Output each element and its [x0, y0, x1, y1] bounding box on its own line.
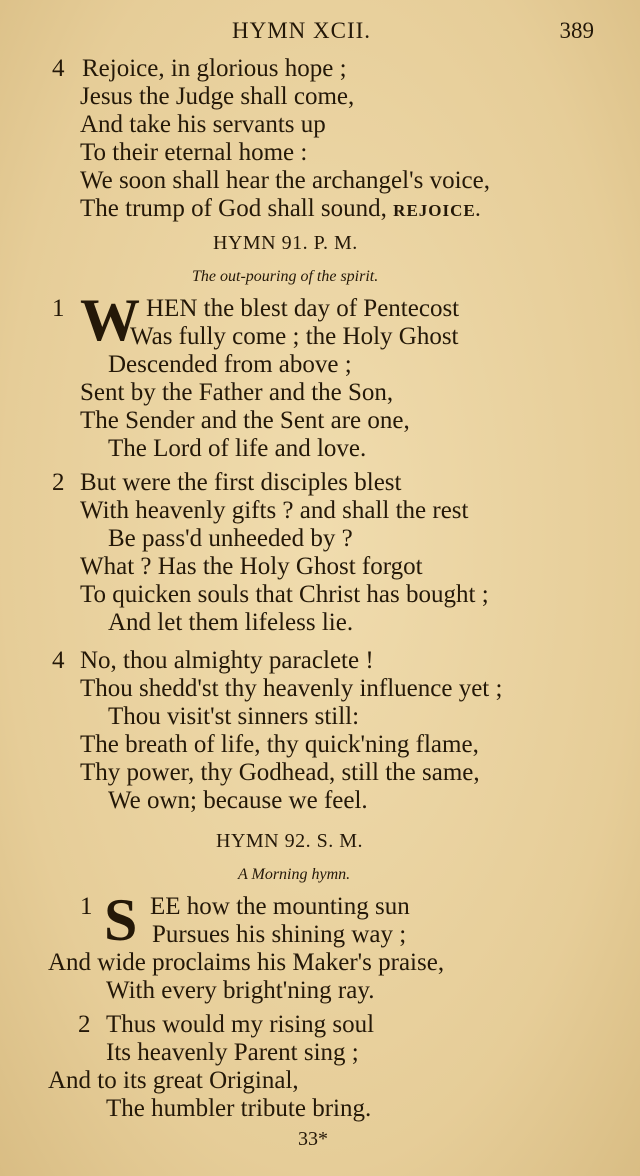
page-number: 389: [559, 18, 594, 43]
verse-line: And wide proclaims his Maker's praise,: [48, 949, 445, 976]
verse-line: EE how the mounting sun: [150, 893, 410, 920]
stanza-number: 2: [78, 1011, 91, 1038]
refrain-word: REJOICE.: [393, 201, 481, 220]
stanza-number: 4: [52, 647, 65, 674]
drop-cap: W: [80, 287, 140, 353]
drop-cap: S: [104, 887, 138, 953]
verse-line: Be pass'd unheeded by ?: [108, 525, 353, 552]
verse-line: The Lord of life and love.: [108, 435, 367, 462]
verse-line: To quicken souls that Christ has bought ;: [80, 581, 489, 608]
stanza-number: 4: [52, 55, 65, 82]
hymn-subtitle: A Morning hymn.: [238, 866, 351, 883]
verse-line: The breath of life, thy quick'ning flame,: [80, 731, 479, 758]
verse-line: And take his servants up: [80, 111, 326, 138]
verse-line: Thou shedd'st thy heavenly influence yet ;: [80, 675, 503, 702]
verse-line: Thy power, thy Godhead, still the same,: [80, 759, 480, 786]
stanza-number: 2: [52, 469, 65, 496]
verse-line: Thou visit'st sinners still:: [108, 703, 360, 730]
verse-line: We own; because we feel.: [108, 787, 368, 814]
verse-line: Its heavenly Parent sing ;: [106, 1039, 359, 1066]
stanza-number: 1: [80, 893, 93, 920]
verse-line: Jesus the Judge shall come,: [80, 83, 355, 110]
verse-line: Descended from above ;: [108, 351, 352, 378]
verse-line: What ? Has the Holy Ghost forgot: [80, 553, 423, 580]
verse-line: The Sender and the Sent are one,: [80, 407, 410, 434]
verse-line: To their eternal home :: [80, 139, 308, 166]
verse-line: Sent by the Father and the Son,: [80, 379, 394, 406]
hymn-subtitle: The out-pouring of the spirit.: [192, 268, 379, 285]
verse-line: Was fully come ; the Holy Ghost: [130, 323, 459, 350]
verse-text: The trump of God shall sound,: [80, 195, 394, 222]
verse-line: And let them lifeless lie.: [108, 609, 354, 636]
verse-line: But were the first disciples blest: [80, 469, 402, 496]
verse-line: With heavenly gifts ? and shall the rest: [80, 497, 469, 524]
hymn-heading: HYMN 92. S. M.: [216, 830, 364, 852]
stanza-number: 1: [52, 295, 65, 322]
verse-line: The humbler tribute bring.: [106, 1095, 372, 1122]
running-title: HYMN XCII.: [232, 18, 372, 43]
signature-mark: 33*: [298, 1128, 328, 1150]
verse-line: Thus would my rising soul: [106, 1011, 375, 1038]
hymn-heading: HYMN 91. P. M.: [213, 232, 358, 254]
verse-line: We soon shall hear the archangel's voice,: [80, 167, 490, 194]
verse-line: No, thou almighty paraclete !: [80, 647, 374, 674]
verse-line: With every bright'ning ray.: [106, 977, 375, 1004]
verse-line: Rejoice, in glorious hope ;: [82, 55, 347, 82]
verse-line: HEN the blest day of Pentecost: [146, 295, 460, 322]
verse-line: And to its great Original,: [48, 1067, 299, 1094]
verse-line: [80, 195, 481, 225]
verse-line: Pursues his shining way ;: [152, 921, 407, 948]
